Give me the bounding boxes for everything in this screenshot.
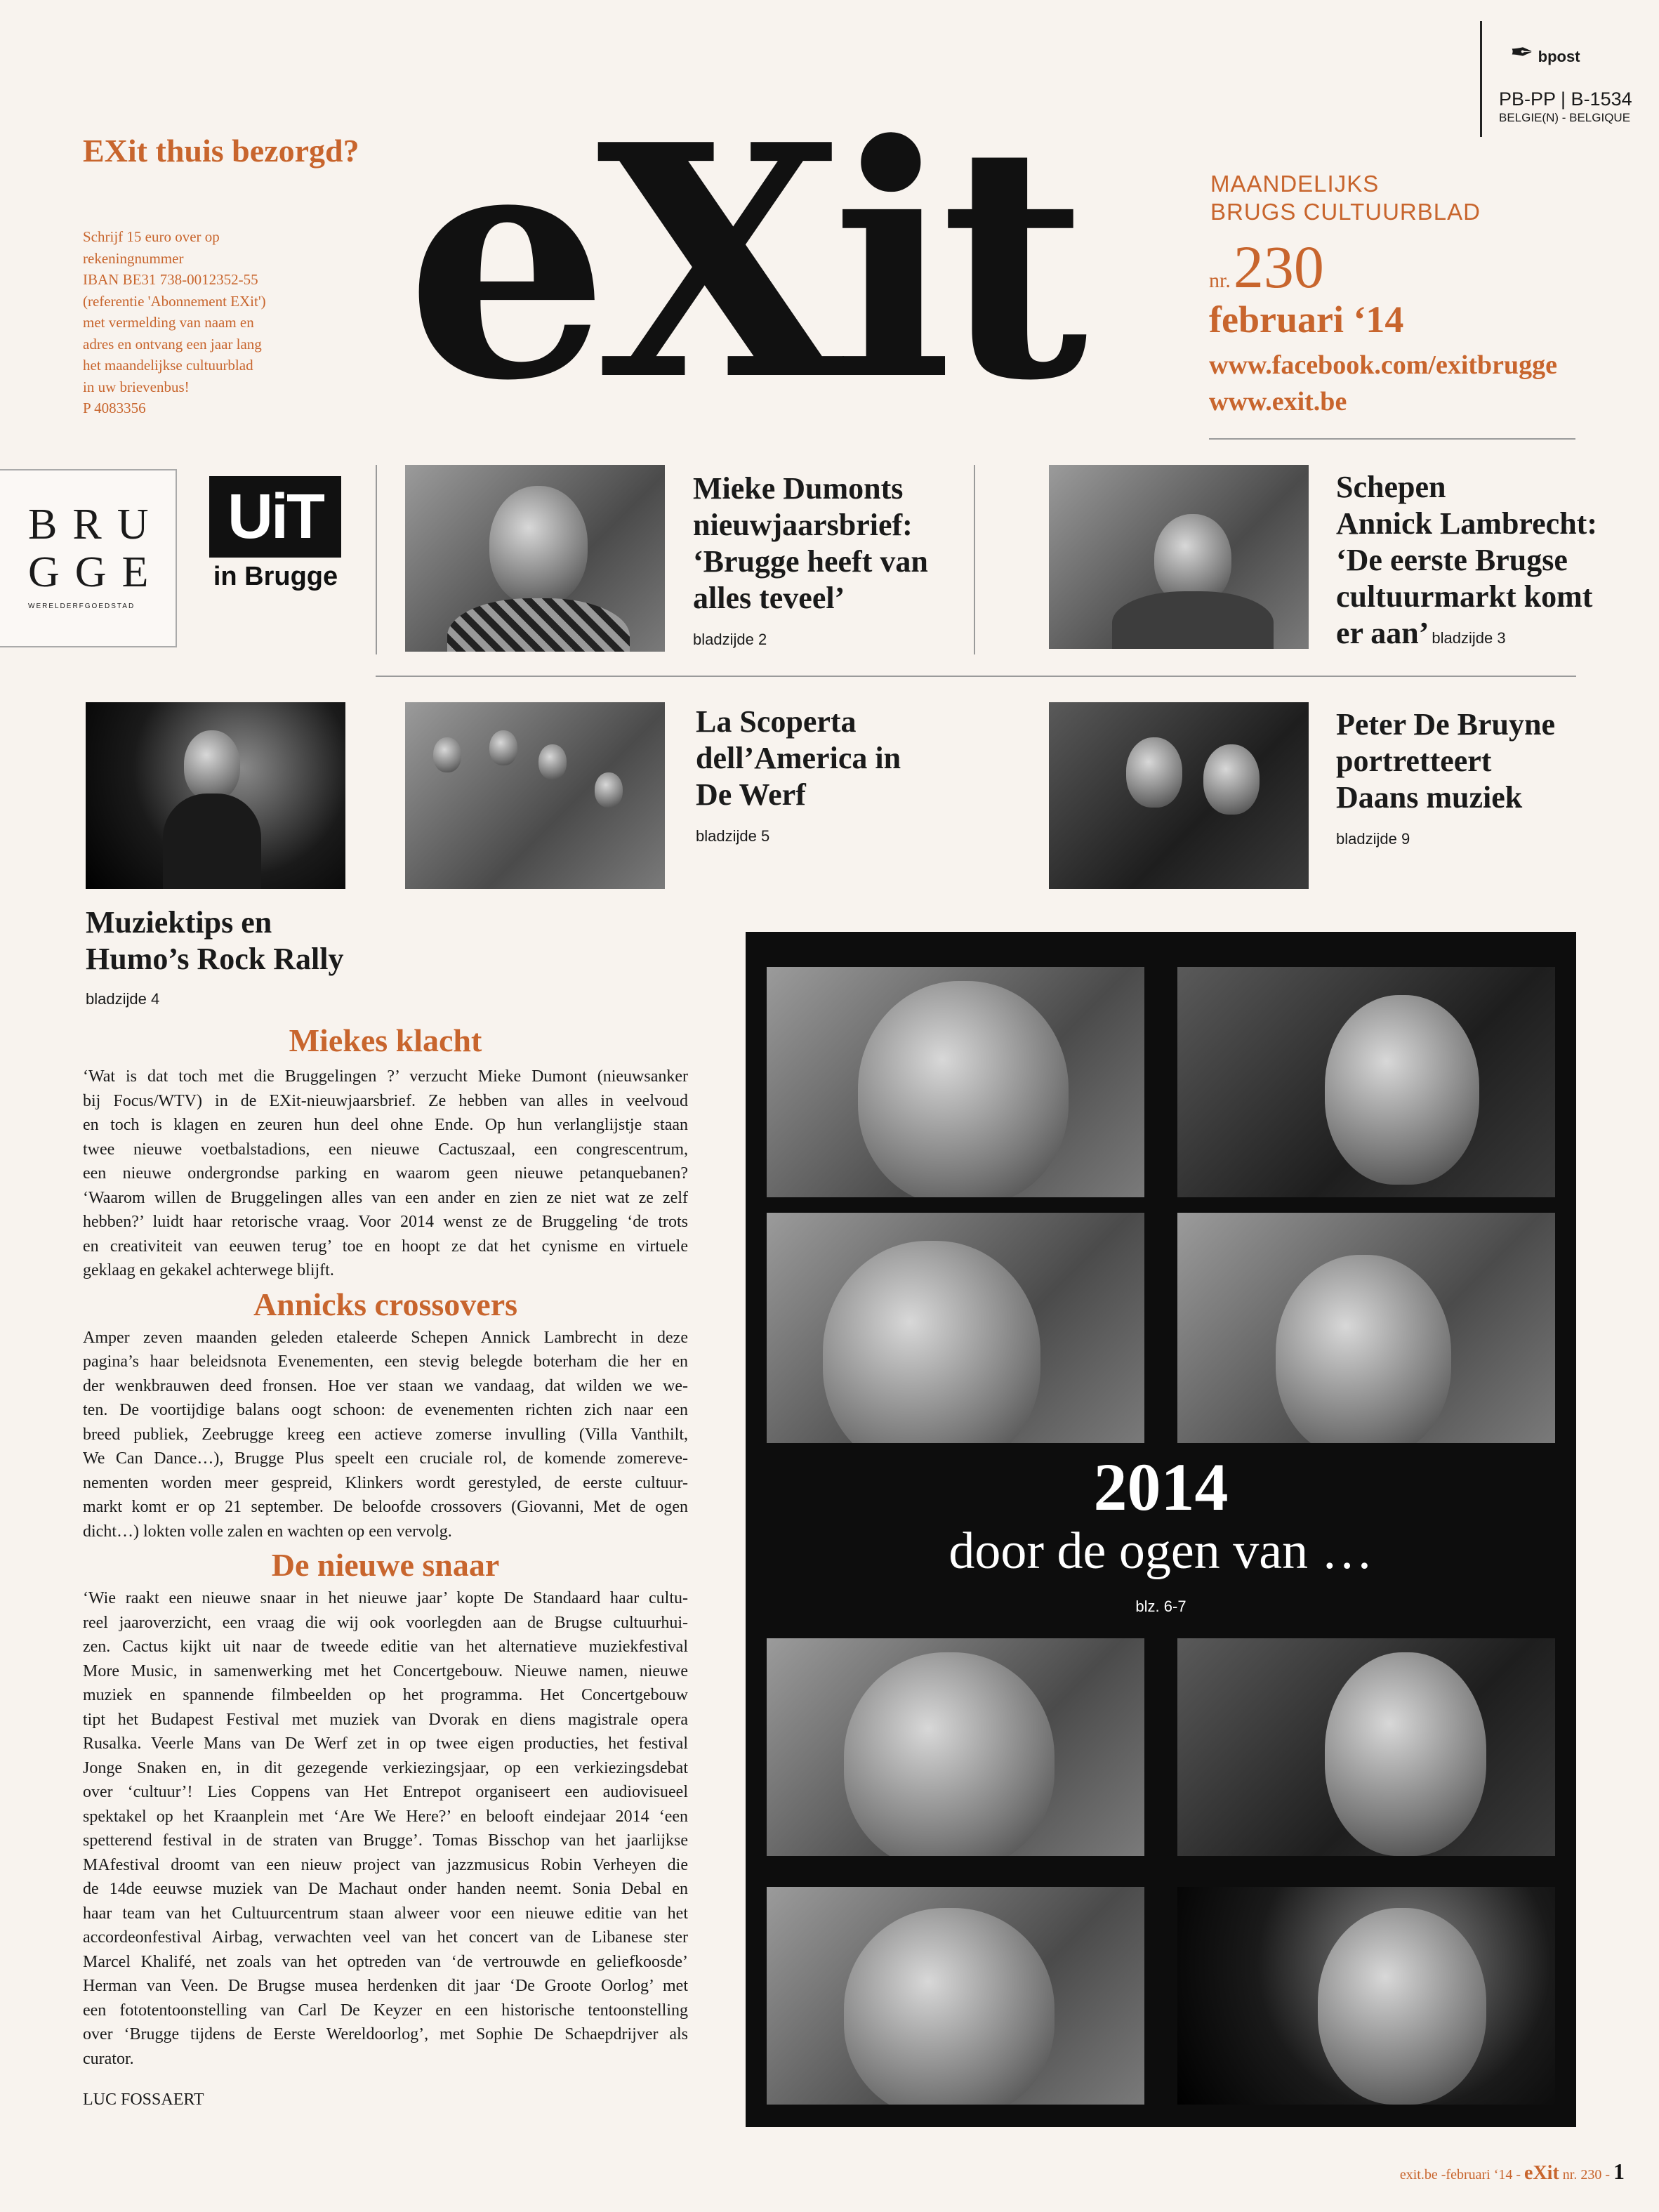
body-line: We Can Dance…), Brugge Plus speelt een cruciale rol, de komende zomereve- (83, 1449, 688, 1468)
website-link[interactable]: www.exit.be (1209, 387, 1347, 416)
body-line: zen. Cactus kijkt uit naar de tweede editie van het alternatieve muziekfestival (83, 1638, 688, 1656)
body-line: ten. De voortijdige balans oogt schoon: de evenementen richten zich naar een (83, 1401, 688, 1419)
body-line: spetterend festival in de straten van Brugge’. Tomas Bisschop van het jaarlijkse (83, 1831, 688, 1850)
photo-mieke-dumont (405, 465, 665, 652)
feature-panel[interactable] (746, 932, 1576, 2127)
body-line: bij Focus/WTV) in de EXit-nieuwjaarsbrief. Ze hebben van alles in veelvoud (83, 1091, 688, 1110)
body-line: geklaag en gekakel achterwege blijft. (83, 1261, 334, 1279)
body-line: Jonge Snaken en, in dit gezegende verkiezingsjaar, op een verkiezingsdebat (83, 1758, 688, 1777)
subscribe-title: EXit thuis bezorgd? (83, 133, 359, 169)
facebook-link[interactable]: www.facebook.com/exitbrugge (1209, 350, 1558, 380)
portrait-5 (767, 1638, 1144, 1856)
section-body (83, 1586, 688, 2071)
body-line: over ‘cultuur’! Lies Coppens van Het Entrepot organiseert een audiovisueel (83, 1783, 688, 1801)
feature-subtitle: door de ogen van … (949, 1522, 1373, 1580)
body-line: Amper zeven maanden geleden etaleerde Schepen Annick Lambrecht in deze (83, 1328, 688, 1347)
body-line: accordeonfestival Airbag, verwachten veel van het concert van de Libanese ster (83, 1928, 688, 1947)
body-line: Rusalka. Veerle Mans van De Werf zet in op twee eigen producties, het festival (83, 1734, 688, 1753)
body-line: de 14de eeuwse muziek van De Machaut onder handen neemt. Sonia Debal en (83, 1880, 688, 1898)
article (83, 1022, 688, 2109)
body-line: Herman van Veen. De Brugse musea herdenken dit jaar ‘De Groote Oorlog’ met (83, 1977, 688, 1995)
teaser-3[interactable]: La Scoperta dell’America in De Werf bladzijde 5 (696, 704, 901, 845)
body-line: een fototentoonstelling van Carl De Keyzer en een historische tentoonstelling (83, 2001, 688, 2020)
body-line: twee nieuwe voetbalstadions, een nieuwe Cactuszaal, een congrescentrum, (83, 1140, 688, 1159)
photo-peter-de-bruyne (1049, 702, 1309, 889)
body-line: dicht…) lokten volle zalen en wachten op een vervolg. (83, 1522, 452, 1541)
body-line: MAfestival droomt van een nieuw project van jazzmusicus Robin Verheyen die (83, 1855, 688, 1874)
issue-number: nr. 230 (1209, 233, 1324, 301)
body-line: der wenkbrauwen deed fronsen. Hoe ver staan we vandaag, dat wilden we we- (83, 1376, 688, 1395)
body-line: markt komt er op 21 september. De beloofde crossovers (Giovanni, Met de ogen (83, 1498, 688, 1516)
brugge-logo: BRU GGE WERELDERFGOEDSTAD (0, 469, 177, 647)
teaser-4[interactable]: Peter De Bruyne portretteert Daans muziek bladzijde 9 (1336, 707, 1555, 848)
section-title: Miekes klacht (289, 1022, 482, 1058)
body-line: en toch is klagen en zeuren hun deel ohne Ende. Op hun verlanglijstje staan (83, 1116, 688, 1134)
body-line: tipt het Budapest Festival met muziek van Dvorak en diens magistrale opera (83, 1710, 688, 1729)
uit-in-brugge-logo: UiT in Brugge (204, 476, 348, 603)
body-line: ‘Waarom willen de Bruggelingen alles van een ander en zien ze niet wat ze zelf (83, 1188, 688, 1207)
photo-singer (86, 702, 345, 889)
portrait-3 (767, 1213, 1144, 1443)
issue-date: februari ‘14 (1209, 298, 1404, 341)
body-line: nementen worden meer gespreid, Klinkers wordt gerestyled, de eerste cultuur- (83, 1473, 688, 1492)
portrait-1 (767, 967, 1144, 1197)
body-line: ‘Wat is dat toch met die Bruggelingen ?’ verzucht Mieke Dumont (nieuwsanker (83, 1067, 688, 1086)
body-line: muziek en spannende filmbeelden op het programma. Het Concertgebouw (83, 1686, 688, 1704)
body-line: en creativiteit van eeuwen terug’ toe en hoopt ze dat het cynisme en virtuele (83, 1237, 688, 1256)
divider (974, 465, 975, 654)
postage-code: PB-PP | B-1534 (1499, 88, 1632, 110)
teaser-5[interactable]: Muziektips en Humo’s Rock Rally bladzijde 4 (86, 905, 344, 1008)
body-line: over ‘Brugge tijdens de Eerste Wereldoorlog’, met Sophie De Schaepdrijver als (83, 2025, 688, 2043)
body-line: spektakel op het Kraanplein met ‘Are We Here?’ en belooft eindejaar 2014 ‘een (83, 1807, 688, 1826)
body-line: haar team van het Cultuurcentrum staan alweer voor een nieuwe editie van het (83, 1904, 688, 1923)
body-line: Marcel Khalifé, net zoals van het optreden van ‘de vertrouwde en geliefkoosde’ (83, 1952, 688, 1971)
body-line: een nieuwe ondergrondse parking en waarom geen nieuwe petanquebanen? (83, 1164, 688, 1183)
body-line: pagina’s haar beleidsnota Evenementen, een stevig belegde boterham die her en (83, 1352, 688, 1371)
body-line: More Music, in samenwerking met het Concertgebouw. Nieuwe namen, nieuwe (83, 1661, 688, 1680)
section-title: De nieuwe snaar (271, 1547, 500, 1583)
portrait-6 (1177, 1638, 1555, 1856)
photo-la-scoperta (405, 702, 665, 889)
body-line: curator. (83, 2049, 134, 2068)
portrait-8 (1177, 1887, 1555, 2105)
photo-annick-lambrecht (1049, 465, 1309, 649)
portrait-7 (767, 1887, 1144, 2105)
body-line: ‘Wie raakt een nieuwe snaar in het nieuwe jaar’ kopte De Standaard haar cultu- (83, 1589, 688, 1607)
postage-box (1480, 21, 1651, 137)
tagline: MAANDELIJKS BRUGS CULTUURBLAD (1210, 171, 1481, 225)
divider (376, 676, 1576, 677)
portrait-2 (1177, 967, 1555, 1197)
body-line: reel jaaroverzicht, een vraag die wij ook voorlegden aan de Brugse cultuurhui- (83, 1613, 688, 1632)
portrait-4 (1177, 1213, 1555, 1443)
teaser-1[interactable]: Mieke Dumonts nieuwjaarsbrief: ‘Brugge heeft van alles teveel’ bladzijde 2 (693, 471, 928, 648)
author: LUC FOSSAERT (83, 2091, 204, 2109)
feature-page-ref: blz. 6-7 (1135, 1598, 1187, 1615)
section-title: Annicks crossovers (253, 1286, 518, 1322)
exit-logo: eXit (406, 76, 1076, 451)
teaser-2[interactable]: Schepen Annick Lambrecht: ‘De eerste Brugse cultuurmarkt komt er aan’ bladzijde 3 (1336, 470, 1597, 650)
subscribe-info: Schrijf 15 euro over op rekeningnummer IBAN BE31 738-0012352-55 (referentie 'Abonnement EXit') met vermelding van naam en adres en ontvang een jaar lang het maandelijkse cultuurblad in uw brievenbus! P 4083356 (83, 228, 266, 416)
divider (1209, 438, 1575, 440)
postage-country: BELGIE(N) - BELGIQUE (1499, 111, 1631, 124)
section-body (83, 1326, 688, 1544)
body-line: hebben?’ luidt haar retorische vraag. Voor 2014 wenst ze de Bruggeling ‘de trots (83, 1213, 688, 1231)
page-footer: exit.be -februari ‘14 - eXit nr. 230 - 1 (1399, 2159, 1625, 2184)
section-body (83, 1065, 688, 1283)
bpost-logo: ✒ bpost (1510, 37, 1580, 68)
feature-year: 2014 (1093, 1449, 1229, 1525)
body-line: breed publiek, Zeebrugge kreeg een actieve zomerse invulling (Villa Vanthilt, (83, 1425, 688, 1444)
divider (376, 465, 377, 654)
